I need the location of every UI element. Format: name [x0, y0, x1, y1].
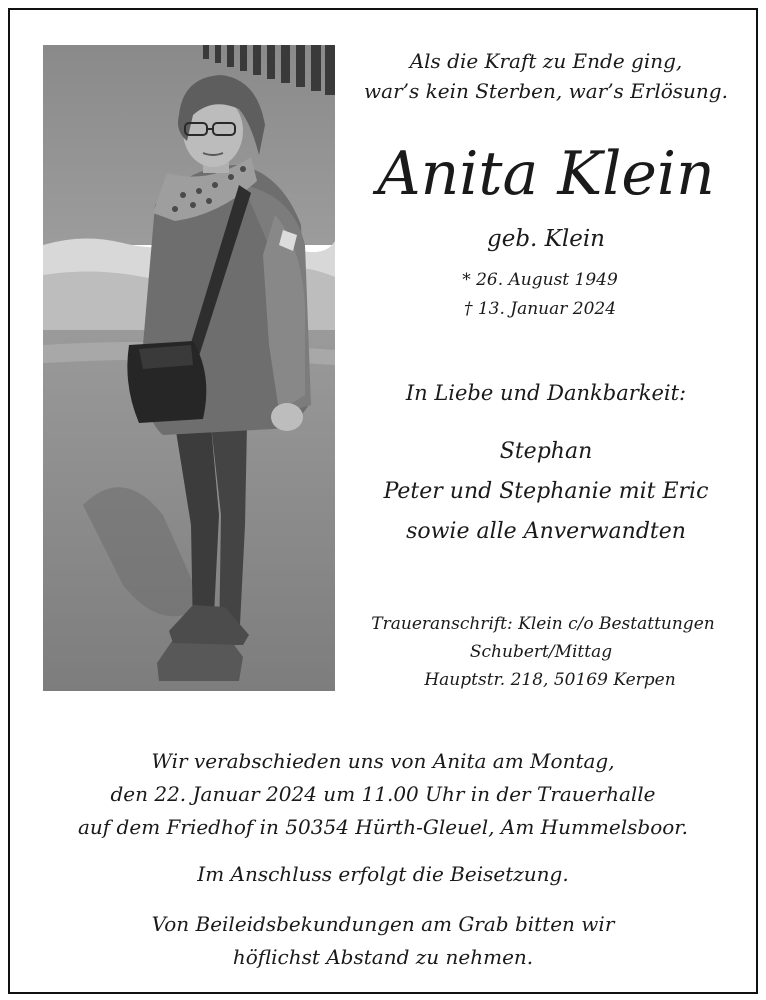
mourning-address — [358, 610, 728, 694]
deceased-name: Anita Klein — [377, 139, 715, 209]
motto-line-1: Als die Kraft zu Ende ging, — [409, 49, 683, 73]
service-line-2: den 22. Januar 2024 um 11.00 Uhr in der Trauerhalle — [110, 782, 656, 806]
address-line-1: Traueranschrift: Klein c/o Bestattungen — [371, 614, 715, 634]
motto — [350, 46, 742, 106]
portrait-photo — [43, 45, 335, 691]
service-line-3: auf dem Friedhof in 50354 Hürth-Gleuel, Am Hummelsboor. — [77, 815, 688, 839]
mourner-item: Peter und Stephanie mit Eric — [383, 479, 709, 504]
mourners-list — [350, 432, 742, 552]
birth-date: * 26. August 1949 — [462, 270, 618, 290]
condolence-line-1: Von Beileidsbekundungen am Grab bitten wir — [151, 912, 615, 936]
death-date: † 13. Januar 2024 — [463, 299, 617, 319]
motto-line-2: war’s kein Sterben, war’s Erlösung. — [364, 79, 728, 103]
mourner-item: sowie alle Anverwandten — [406, 519, 686, 544]
birth-name: geb. Klein — [487, 226, 605, 252]
address-line-2: Schubert/Mittag — [469, 642, 613, 662]
service-announcement — [30, 745, 736, 844]
service-line-1: Wir verabschieden uns von Anita am Montag, — [151, 749, 615, 773]
condolence-line-2: höflichst Abstand zu nehmen. — [232, 945, 534, 969]
burial-note: Im Anschluss erfolgt die Beisetzung. — [197, 862, 569, 886]
life-dates — [440, 266, 640, 324]
mourner-item: Stephan — [499, 439, 593, 464]
address-line-3: Hauptstr. 218, 50169 Kerpen — [424, 670, 676, 690]
gratitude-heading: In Liebe und Dankbarkeit: — [405, 381, 687, 405]
condolence-note — [30, 908, 736, 974]
